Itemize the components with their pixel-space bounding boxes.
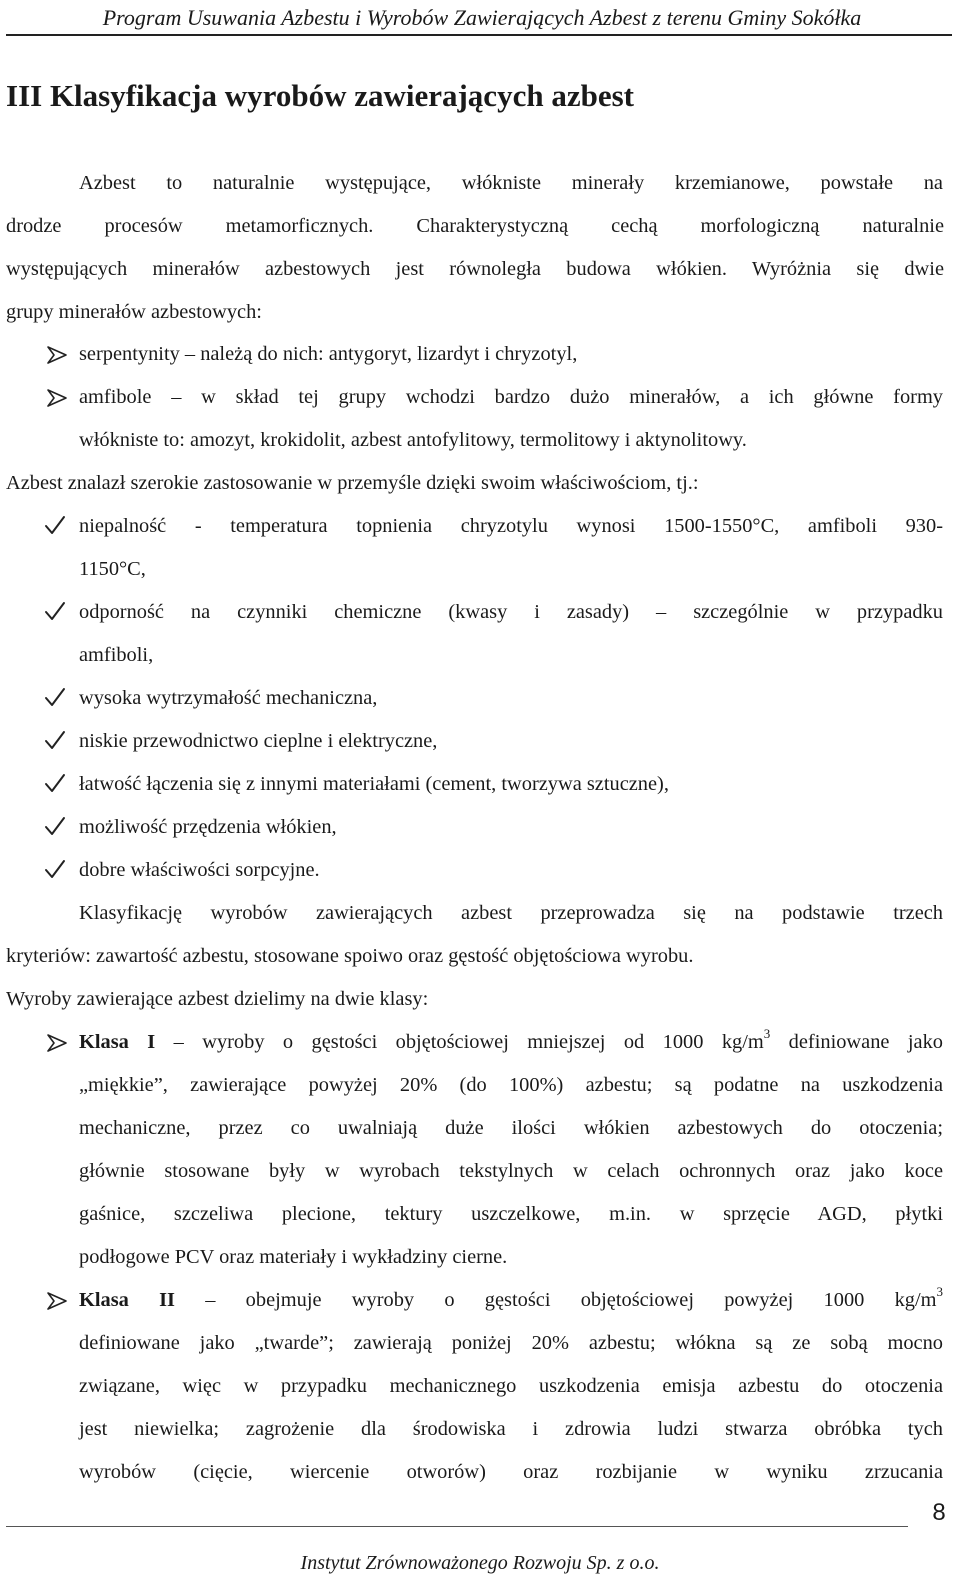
- class1-line-2: „miękkie”, zawierające powyżej 20% (do 100%) azbestu; są podatne na uszkodzenia: [79, 1074, 943, 1096]
- checkmark-icon: [44, 815, 66, 837]
- intro-line-2: drodze procesów metamorficznych. Charakterystyczną cechą morfologiczną naturalnie: [6, 215, 944, 237]
- checkmark-icon: [44, 858, 66, 880]
- property-wytrzymalosc: wysoka wytrzymałość mechaniczna,: [79, 687, 378, 709]
- checkmark-icon: [44, 600, 66, 622]
- class1-line-1: [79, 1021, 943, 1065]
- arrow-bullet-icon: [46, 1291, 68, 1311]
- class2-line-3: związane, więc w przypadku mechanicznego uszkodzenia emisja azbestu do otoczenia: [79, 1375, 943, 1397]
- class2-unit-exponent: 3: [936, 1284, 943, 1299]
- property-przedzenie: możliwość przędzenia włókien,: [79, 816, 337, 838]
- class1-line-3: mechaniczne, przez co uwalniają duże ilości włókien azbestowych do otoczenia;: [79, 1117, 943, 1139]
- page-number: 8: [932, 1499, 946, 1526]
- group-amfibole-line-2: włókniste to: amozyt, krokidolit, azbest antofylitowy, termolitowy i aktynolitowy.: [79, 429, 747, 451]
- class1-description-end: definiowane jako: [770, 1031, 943, 1053]
- class1-description: – wyroby o gęstości objętościowej mniejszej od 1000 kg/m: [155, 1031, 764, 1053]
- class1-unit-exponent: 3: [763, 1026, 771, 1041]
- class2-line-2: definiowane jako „twarde”; zawierają poniżej 20% azbestu; włókna są ze sobą mocno: [79, 1332, 943, 1354]
- class2-description: – obejmuje wyroby o gęstości objętościowej powyżej 1000 kg/m: [174, 1289, 937, 1311]
- intro-line-3: występujących minerałów azbestowych jest równoległa budowa włókien. Wyróżnia się dwie: [6, 258, 944, 280]
- classification-line-3: Wyroby zawierające azbest dzielimy na dwie klasy:: [6, 988, 429, 1010]
- checkmark-icon: [44, 772, 66, 794]
- checkmark-icon: [44, 514, 66, 536]
- class2-label: Klasa II: [79, 1289, 175, 1311]
- section-title: III Klasyfikacja wyrobów zawierających azbest: [6, 78, 634, 113]
- property-niepalnosc-line-1: niepalność - temperatura topnienia chryzotylu wynosi 1500-1550°C, amfiboli 930-: [79, 515, 943, 537]
- checkmark-icon: [44, 686, 66, 708]
- class2-line-4: jest niewielka; zagrożenie dla środowiska i zdrowia ludzi stwarza obróbka tych: [79, 1418, 943, 1440]
- class2-line-5: wyrobów (cięcie, wiercenie otworów) oraz rozbijanie w wyniku zrzucania: [79, 1461, 943, 1483]
- arrow-bullet-icon: [46, 345, 68, 365]
- property-sorpcja: dobre właściwości sorpcyjne.: [79, 859, 320, 881]
- arrow-bullet-icon: [46, 388, 68, 408]
- arrow-bullet-icon: [46, 1033, 68, 1053]
- group-serpentynity: serpentynity – należą do nich: antygoryt, lizardyt i chryzotyl,: [79, 343, 578, 365]
- property-odpornosc-line-2: amfiboli,: [79, 644, 154, 666]
- header-rule: [6, 34, 952, 36]
- property-odpornosc-line-1: odporność na czynniki chemiczne (kwasy i zasady) – szczególnie w przypadku: [79, 601, 943, 623]
- class1-label: Klasa I: [79, 1031, 156, 1053]
- checkmark-icon: [44, 729, 66, 751]
- class2-line-1: [79, 1279, 943, 1323]
- class1-line-5: gaśnice, szczeliwa plecione, tektury uszczelkowe, m.in. w sprzęcie AGD, płytki: [79, 1203, 943, 1225]
- property-laczenie: łatwość łączenia się z innymi materiałami (cement, tworzywa sztuczne),: [79, 773, 669, 795]
- property-niepalnosc-line-2: 1150°C,: [79, 558, 146, 580]
- class1-line-4: głównie stosowane były w wyrobach tekstylnych w celach ochronnych oraz jako koce: [79, 1160, 943, 1182]
- group-amfibole-line-1: amfibole – w skład tej grupy wchodzi bardzo dużo minerałów, a ich główne formy: [79, 386, 943, 408]
- intro-line-1: Azbest to naturalnie występujące, włókniste minerały krzemianowe, powstałe na: [79, 172, 943, 194]
- usage-intro: Azbest znalazł szerokie zastosowanie w przemyśle dzięki swoim właściwościom, tj.:: [6, 472, 699, 494]
- property-przewodnictwo: niskie przewodnictwo cieplne i elektryczne,: [79, 730, 438, 752]
- classification-line-1: Klasyfikację wyrobów zawierających azbest przeprowadza się na podstawie trzech: [79, 902, 943, 924]
- intro-line-4: grupy minerałów azbestowych:: [6, 301, 262, 323]
- class1-line-6: podłogowe PCV oraz materiały i wykładziny cierne.: [79, 1246, 508, 1268]
- footer-rule: [6, 1526, 908, 1527]
- running-header: Program Usuwania Azbestu i Wyrobów Zawierających Azbest z terenu Gminy Sokółka: [102, 5, 862, 30]
- classification-line-2: kryteriów: zawartość azbestu, stosowane spoiwo oraz gęstość objętościowa wyrobu.: [6, 945, 694, 967]
- running-footer: Instytut Zrównoważonego Rozwoju Sp. z o.o.: [300, 1552, 660, 1574]
